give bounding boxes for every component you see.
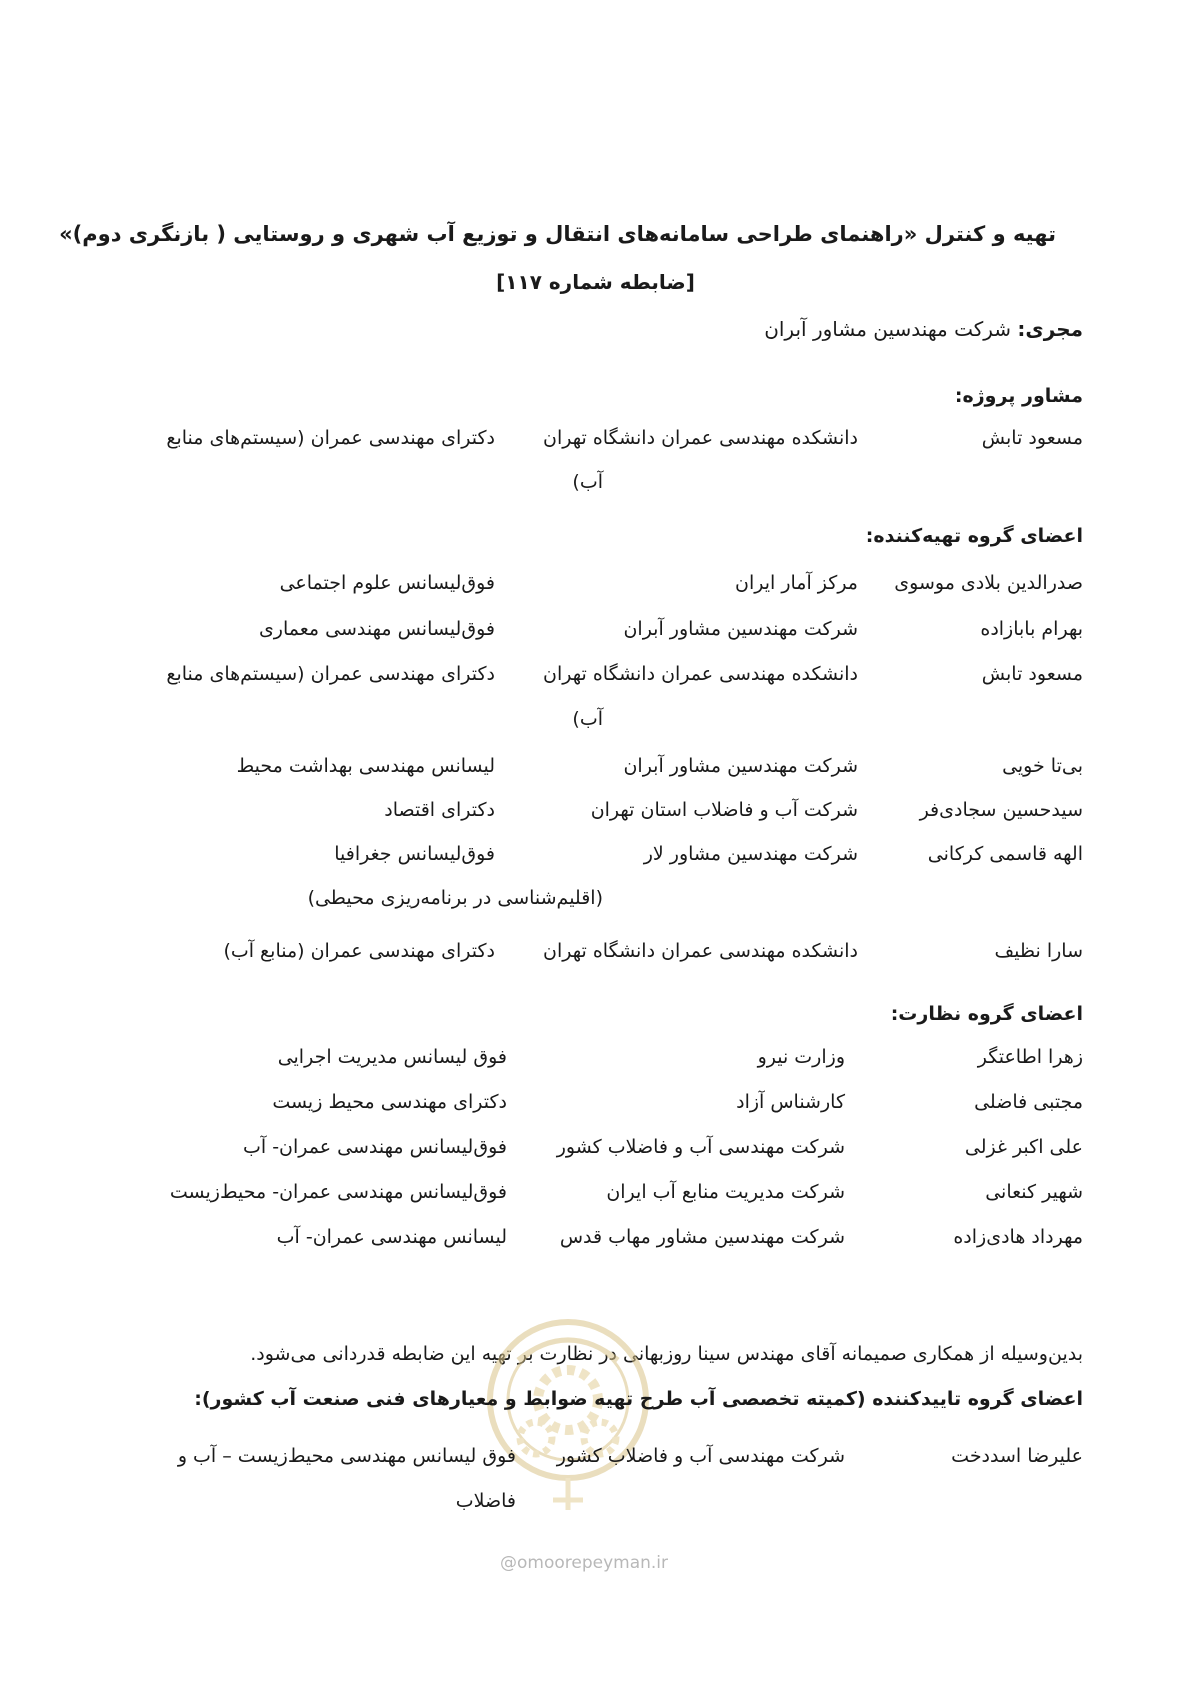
person-name: علی اکبر غزلی <box>964 1136 1083 1158</box>
approvers-heading: اعضای گروه تاییدکننده (کمیته تخصصی آب طرح تهیه ضوابط و معیارهای فنی صنعت آب کشور): <box>194 1388 1083 1410</box>
person-degree: دکترای مهندسی عمران (سیستم‌های منابع <box>166 663 495 685</box>
person-name: زهرا اطاعتگر <box>977 1046 1083 1068</box>
preparer-row <box>100 755 1083 789</box>
supervisor-row <box>100 1136 1083 1170</box>
person-name: صدرالدین بلادی موسوی <box>894 572 1083 594</box>
preparer-row <box>100 618 1083 652</box>
executor-value: شرکت مهندسین مشاور آبران <box>764 317 1018 341</box>
supervisor-row <box>100 1091 1083 1125</box>
approver-row <box>100 1445 1083 1479</box>
person-name: مهرداد هادی‌زاده <box>953 1226 1083 1248</box>
person-degree: فوق لیسانس مدیریت اجرایی <box>277 1046 507 1068</box>
person-degree-continued: فاضلاب <box>455 1490 516 1512</box>
person-name: سارا نظیف <box>994 940 1083 962</box>
person-organization: شرکت مهندسین مشاور آبران <box>623 618 858 640</box>
person-degree: فوق لیسانس مهندسی محیط‌زیست – آب و <box>177 1445 516 1467</box>
person-organization: شرکت مهندسی آب و فاضلاب کشور <box>556 1136 845 1158</box>
consultant-heading: مشاور پروژه: <box>954 385 1083 407</box>
person-organization: دانشکده مهندسی عمران دانشگاه تهران <box>543 940 858 962</box>
preparers-heading: اعضای گروه تهیه‌کننده: <box>865 525 1083 547</box>
person-organization: شرکت مهندسی آب و فاضلاب کشور <box>556 1445 845 1467</box>
person-degree-continued: (اقلیم‌شناسی در برنامه‌ریزی محیطی) <box>307 887 603 909</box>
person-degree: دکترای مهندسی عمران (سیستم‌های منابع <box>166 427 495 449</box>
person-name: سیدحسین سجادی‌فر <box>919 799 1083 821</box>
person-degree: دکترای اقتصاد <box>384 799 495 821</box>
supervisor-row <box>100 1181 1083 1215</box>
person-degree: دکترای مهندسی محیط زیست <box>272 1091 507 1113</box>
person-organization: وزارت نیرو <box>757 1046 845 1068</box>
person-name: بهرام بابازاده <box>980 618 1083 640</box>
preparer-row <box>100 663 1083 697</box>
person-degree: لیسانس مهندسی بهداشت محیط <box>236 755 495 777</box>
supervisors-heading: اعضای گروه نظارت: <box>890 1003 1083 1025</box>
person-organization: دانشکده مهندسی عمران دانشگاه تهران <box>543 663 858 685</box>
supervisor-row <box>100 1226 1083 1260</box>
person-degree: فوق‌لیسانس مهندسی معماری <box>258 618 495 640</box>
person-name: بی‌تا خویی <box>1002 755 1083 777</box>
document-subtitle: [ضابطه شماره ۱۱۷] <box>496 270 695 294</box>
person-name: مجتبی فاضلی <box>974 1091 1083 1113</box>
person-organization: دانشکده مهندسی عمران دانشگاه تهران <box>543 427 858 449</box>
person-name: الهه قاسمی کرکانی <box>927 843 1083 865</box>
person-degree: فوق‌لیسانس مهندسی عمران- آب <box>243 1136 507 1158</box>
person-name: علیرضا اسددخت <box>951 1445 1083 1467</box>
person-degree: دکترای مهندسی عمران (منابع آب) <box>223 940 495 962</box>
person-organization: مرکز آمار ایران <box>735 572 858 594</box>
person-name: شهیر کنعانی <box>985 1181 1083 1203</box>
person-name: مسعود تابش <box>981 663 1083 685</box>
person-organization: شرکت آب و فاضلاب استان تهران <box>590 799 858 821</box>
preparer-row <box>100 940 1083 974</box>
supervisor-row <box>100 1046 1083 1080</box>
person-degree: فوق‌لیسانس جغرافیا <box>334 843 495 865</box>
person-organization: شرکت مهندسین مشاور آبران <box>623 755 858 777</box>
document-title: تهیه و کنترل «راهنمای طراحی سامانه‌های انتقال و توزیع آب شهری و روستایی ( بازنگری دوم)» <box>59 222 1056 246</box>
executor-label: مجری: <box>1017 317 1083 341</box>
preparer-row <box>100 572 1083 606</box>
person-organization: شرکت مهندسین مشاور لار <box>643 843 858 865</box>
executor-line <box>764 317 1083 341</box>
acknowledgement-text: بدین‌وسیله از همکاری صمیمانه آقای مهندس سینا روزبهانی در نظارت بر تهیه این ضابطه قدردانی می‌شود. <box>250 1343 1083 1365</box>
person-degree: فوق‌لیسانس علوم اجتماعی <box>279 572 495 594</box>
person-organization: شرکت مدیریت منابع آب ایران <box>606 1181 845 1203</box>
person-organization: کارشناس آزاد <box>736 1091 845 1113</box>
person-degree-continued: آب) <box>572 708 603 730</box>
person-organization: شرکت مهندسین مشاور مهاب قدس <box>559 1226 845 1248</box>
watermark-site-text: @omoorepeyman.ir <box>500 1553 669 1573</box>
person-degree-continued: آب) <box>572 471 603 493</box>
preparer-row <box>100 799 1083 833</box>
person-name: مسعود تابش <box>981 427 1083 449</box>
person-degree: لیسانس مهندسی عمران- آب <box>276 1226 507 1248</box>
preparer-row <box>100 843 1083 877</box>
consultant-row <box>100 427 1083 461</box>
person-degree: فوق‌لیسانس مهندسی عمران- محیط‌زیست <box>169 1181 507 1203</box>
